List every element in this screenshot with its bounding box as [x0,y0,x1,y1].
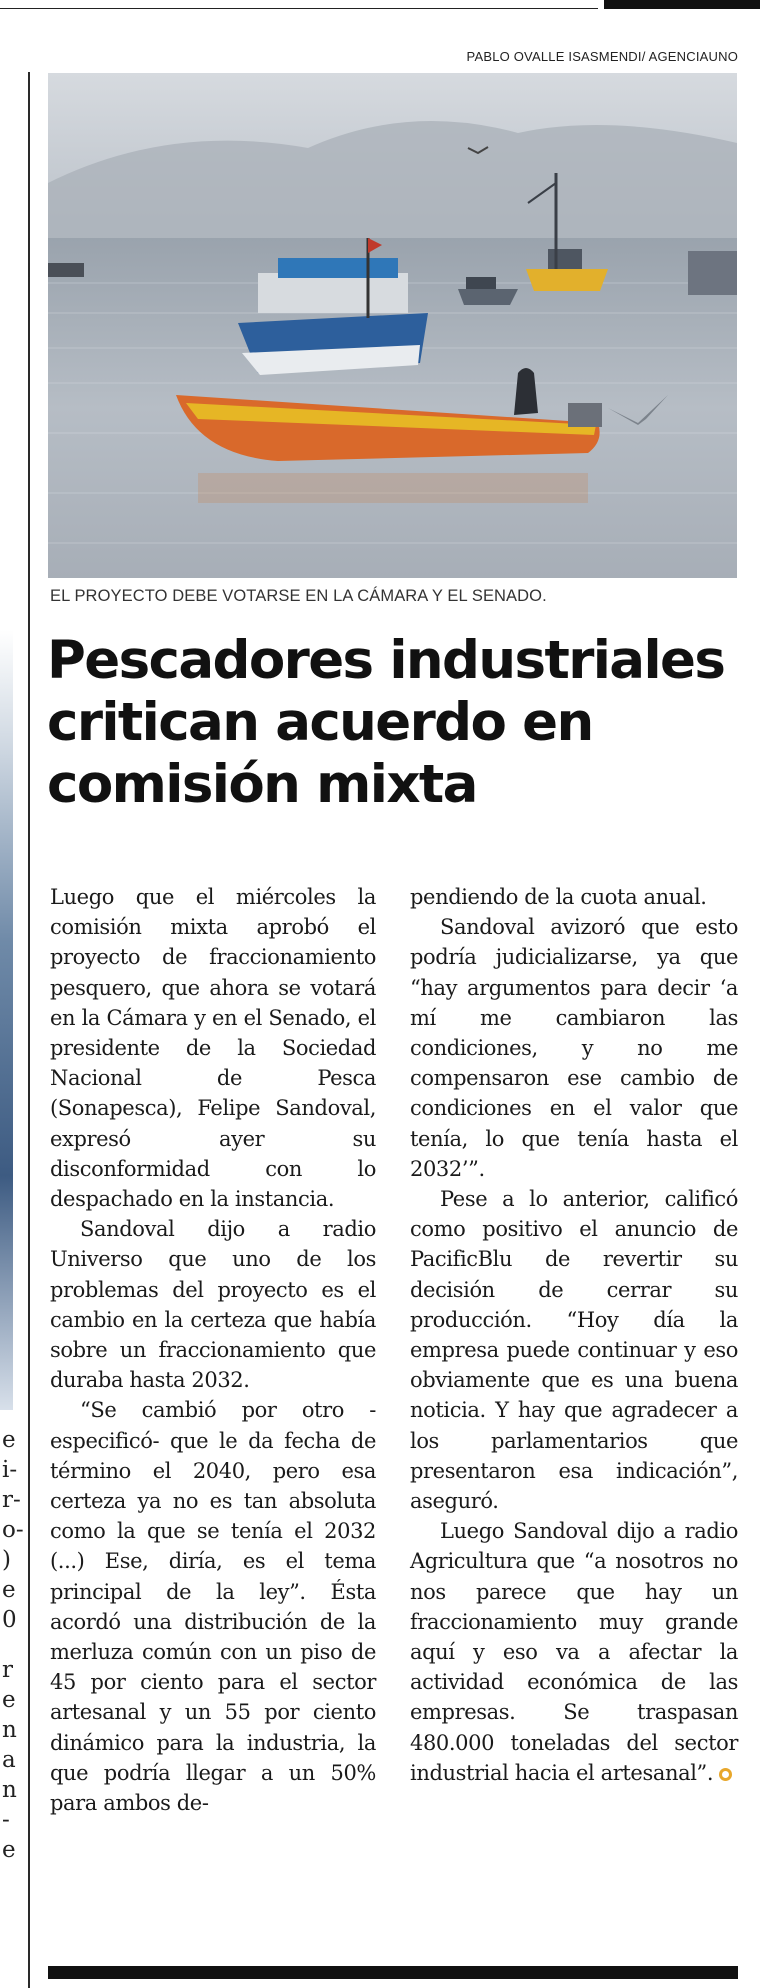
column-rule [28,72,30,1988]
article-photo [48,73,737,578]
paragraph: Sandoval avizoró que esto podría judicializarse, ya que “hay argumentos para decir ‘a mí me cambiaron las condiciones, y no me compensaron ese cambio de condiciones en el valor que tenía, lo que tenía hasta el 2032’”. [410,915,738,1181]
paragraph-text: Luego Sandoval dijo a radio Agricultura que “a nosotros no nos parece que hay un fraccionamiento muy grande aquí y eso va a afectar la actividad económica de las empresas. Se traspasan 480.000 toneladas del sector industrial hacia el artesanal”. [410,1519,738,1785]
paragraph: pendiendo de la cuota anual. [410,885,707,909]
article-column-right [410,882,738,1788]
top-block [604,0,760,9]
photo-caption: EL PROYECTO DEBE VOTARSE EN LA CÁMARA Y EL SENADO. [50,587,547,605]
photo-credit: PABLO OVALLE ISASMENDI/ AGENCIAUNO [466,49,738,64]
article-headline [47,630,747,816]
paragraph-last [410,1516,738,1788]
bottom-rule [48,1966,738,1979]
headline-line: Pescadores industriales [47,630,725,691]
headline-line: comisión mixta [47,754,477,815]
article-column-left [50,882,376,1818]
top-rule [0,8,598,9]
paragraph: Luego que el miércoles la comisión mixta aprobó el proyecto de fraccionamiento pesquero, que ahora se votará en la Cámara y en el Senado, el presidente de la Sociedad Nacional de Pesca (Sonapesca), Felipe Sandoval, expresó ayer su disconformidad con lo despachado en la instancia. [50,885,376,1212]
paragraph: Pese a lo anterior, calificó como positivo el anuncio de PacificBlu de revertir su decisión de cerrar su producción. “Hoy día la empresa puede continuar y eso obviamente que es una buena noticia. Y hay que agradecer a los parlamentarios que presentaron esa indicación”, aseguró. [410,1187,738,1514]
paragraph: Sandoval dijo a radio Universo que uno de los problemas del proyecto es el cambio en la certeza que había sobre un fraccionamiento que duraba hasta 2032. [50,1217,376,1393]
adjacent-article-image-fragment [0,630,13,1410]
adjacent-article-text-fragment: e i- r- o- ) e 0 r e n a n - e [2,1427,24,1863]
boats-photo-illustration [48,73,737,578]
end-of-article-icon [719,1768,732,1781]
paragraph: “Se cambió por otro -especificó- que le da fecha de término el 2040, pero esa certeza ya no es tan absoluta como la que se tenía el 2032 (...) Ese, diría, es el tema principal de la ley”. Ésta acordó una distribución de la merluza común con un piso de 45 por ciento para el sector artesanal y un 55 por ciento dinámico para la industria, la que podría llegar a un 50% para ambos de- [50,1398,376,1816]
headline-line: critican acuerdo en [47,692,593,753]
